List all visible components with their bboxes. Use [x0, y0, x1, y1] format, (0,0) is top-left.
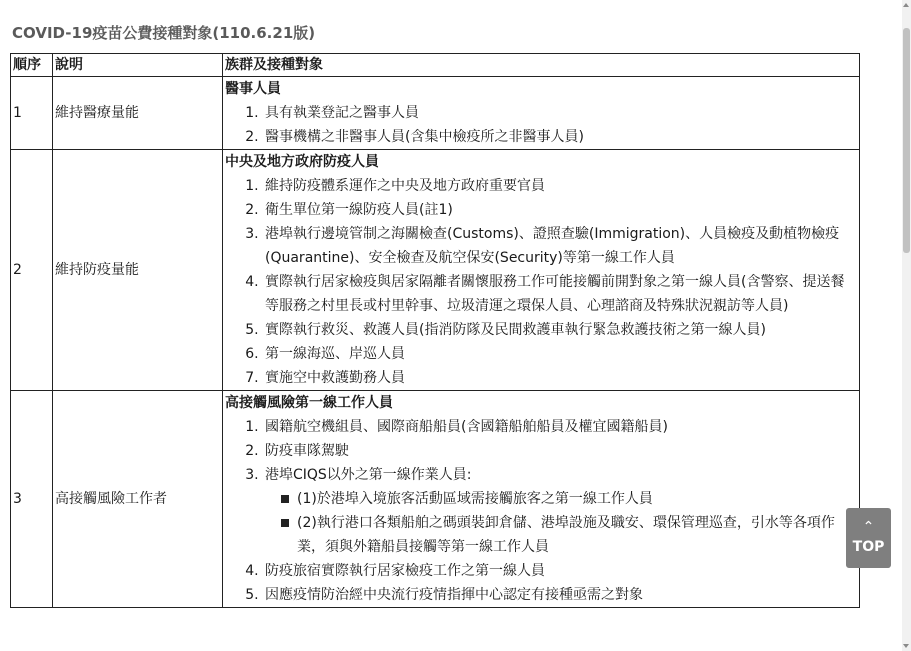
table-row [11, 391, 860, 608]
list-item: 2. 衛生單位第一線防疫人員(註1) [263, 198, 857, 222]
table-row [11, 77, 860, 150]
table-row [11, 150, 860, 391]
target-group-cell [223, 77, 860, 150]
sub-list-item: (1)於港埠入境旅客活動區域需接觸旅客之第一線工作人員 [281, 487, 857, 511]
chevron-up-icon: ⌃ [862, 519, 875, 535]
group-heading: 中央及地方政府防疫人員 [225, 154, 379, 170]
list-item: 2. 醫事機構之非醫事人員(含集中檢疫所之非醫事人員) [263, 125, 857, 149]
description-cell: 維持醫療量能 [53, 77, 223, 150]
order-cell: 2 [11, 150, 53, 391]
table-header-row [11, 54, 860, 77]
column-header-target-group: 族群及接種對象 [223, 54, 860, 77]
column-header-description: 說明 [53, 54, 223, 77]
sub-list-item: (2)執行港口各類船舶之碼頭裝卸倉儲、港埠設施及職安、環保管理巡查，引水等各項作業，須與外籍船員接觸等第一線工作人員 [281, 511, 857, 559]
list-item-text: 港埠CIQS以外之第一線作業人員: [265, 467, 472, 483]
order-cell: 3 [11, 391, 53, 608]
vertical-scrollbar[interactable] [902, 0, 911, 651]
scroll-down-arrow-icon[interactable] [903, 644, 909, 648]
description-cell: 維持防疫量能 [53, 150, 223, 391]
list-item: 5. 實際執行救災、救護人員(指消防隊及民間救護車執行緊急救護技術之第一線人員) [263, 318, 857, 342]
group-heading: 高接觸風險第一線工作人員 [225, 395, 393, 411]
back-to-top-label: TOP [852, 539, 885, 555]
vaccine-priority-table [10, 53, 860, 608]
list-item: 1. 國籍航空機組員、國際商船船員(含國籍船舶船員及權宜國籍船員) [263, 415, 857, 439]
list-item: 1. 具有執業登記之醫事人員 [263, 101, 857, 125]
list-item: 4. 實際執行居家檢疫與居家隔離者關懷服務工作可能接觸前開對象之第一線人員(含警察、提送餐等服務之村里長或村里幹事、垃圾清運之環保人員、心理諮商及特殊狀況親訪等人員) [263, 270, 857, 318]
description-cell: 高接觸風險工作者 [53, 391, 223, 608]
page-title: COVID-19疫苗公費接種對象(110.6.21版) [12, 24, 316, 42]
list-item: 6. 第一線海巡、岸巡人員 [263, 342, 857, 366]
list-item: 2. 防疫車隊駕駛 [263, 439, 857, 463]
target-group-cell [223, 150, 860, 391]
order-cell: 1 [11, 77, 53, 150]
column-header-order: 順序 [11, 54, 53, 77]
target-group-cell [223, 391, 860, 608]
target-list [225, 101, 857, 149]
list-item: 5. 因應疫情防治經中央流行疫情指揮中心認定有接種亟需之對象 [263, 583, 857, 607]
list-item: 3. 港埠執行邊境管制之海關檢查(Customs)、證照查驗(Immigration)、人員檢疫及動植物檢疫(Quarantine)、安全檢查及航空保安(Security)等第一線工作人員 [263, 222, 857, 270]
back-to-top-button[interactable] [846, 508, 891, 568]
list-item: 4. 防疫旅宿實際執行居家檢疫工作之第一線人員 [263, 559, 857, 583]
list-item: 1. 維持防疫體系運作之中央及地方政府重要官員 [263, 174, 857, 198]
target-list [225, 174, 857, 390]
list-item: 7. 實施空中救護勤務人員 [263, 366, 857, 390]
group-heading: 醫事人員 [225, 81, 281, 97]
list-item [263, 463, 857, 559]
target-list [225, 415, 857, 607]
scroll-up-arrow-icon[interactable] [903, 3, 909, 7]
scrollbar-thumb[interactable] [903, 28, 910, 253]
sub-list [265, 487, 857, 559]
